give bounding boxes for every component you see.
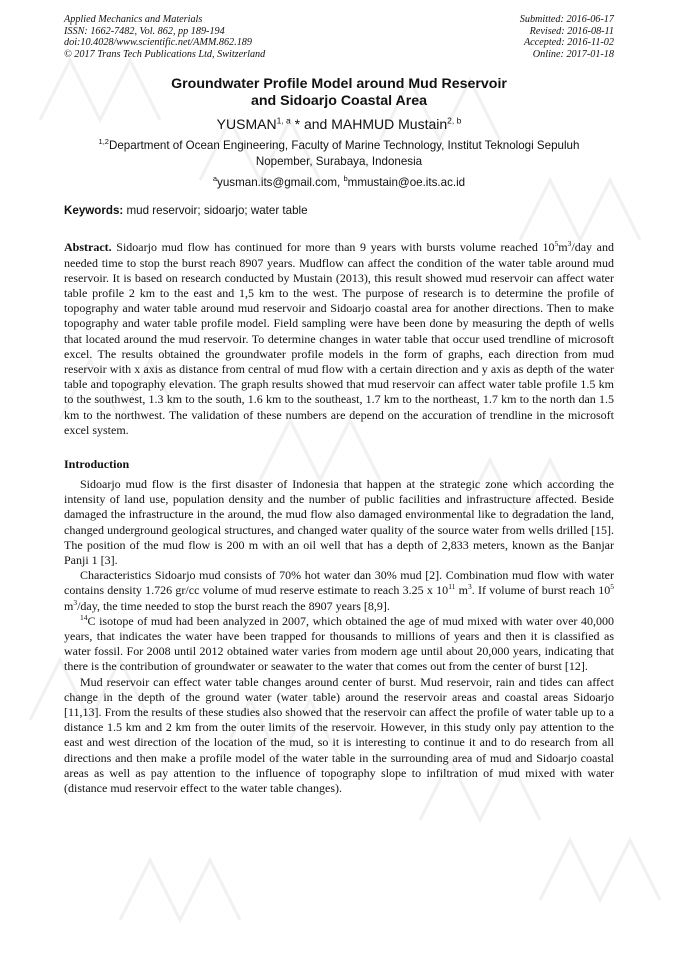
submitted-date: Submitted: 2016-06-17 [519, 14, 614, 25]
email-a-superscript: a [212, 174, 218, 184]
para2-text-d: m [64, 598, 74, 613]
issn-line: ISSN: 1662-7482, Vol. 862, pp 189-194 [64, 25, 225, 37]
para2-sup-4: 3 [73, 597, 78, 607]
para2-text-c: . If volume of burst reach 10 [471, 583, 611, 598]
copyright-line: © 2017 Trans Tech Publications Ltd, Switzerland [64, 48, 266, 60]
author-list [64, 116, 614, 133]
abstract-text-2: m [558, 240, 568, 255]
para2-sup-1: 11 [448, 582, 456, 592]
doi-line: doi:10.4028/www.scientific.net/AMM.862.189 [64, 37, 252, 49]
abstract-label: Abstract. [64, 240, 112, 255]
author-separator: * and [290, 116, 332, 133]
abstract-text-1: Sidoarjo mud flow has continued for more than 9 years with bursts volume reached 10 [111, 240, 555, 255]
abstract-sup-1: 5 [554, 239, 559, 249]
journal-name: Applied Mechanics and Materials [64, 14, 203, 25]
author-1-superscript: 1, a [276, 115, 291, 126]
affiliation-line-2: Nopember, Surabaya, Indonesia [255, 155, 423, 169]
title-line-2: and Sidoarjo Coastal Area [250, 93, 428, 110]
affiliation-line-1: Department of Ocean Engineering, Faculty of Marine Technology, Institut Teknologi Sepuluh [108, 139, 580, 153]
author-1: YUSMAN [216, 116, 277, 133]
para2-sup-2: 3 [468, 582, 472, 592]
para2-text-b: m [455, 583, 469, 598]
publication-header [64, 14, 614, 60]
author-2-superscript: 2, b [447, 115, 462, 126]
introduction-heading: Introduction [64, 457, 130, 472]
introduction-paragraph-4: Mud reservoir can effect water table changes around center of burst. Mud reservoir, rain and tides can affect change in the depth of the ground water (water table) around the reservoir areas and coastal areas Sidoarjo [11,13]. From the results of these studies also showed that the reservoir can affect the profile of water table up to a distance 1.5 km and 2 km from the outer limits of the reservoir. However, in this study only pay attention to the east and west direction of the location of the mud, so it is interesting to continue it and to do research from all directions and then make a profile model of the water table in the surrounding area of mud and Sidoarjo coastal areas as well as pay attention to the influence of topography slope to infiltration of mud mixed with water (distance mud reservoir effect to the water table changes). [64, 674, 614, 796]
online-date: Online: 2017-01-18 [532, 48, 614, 60]
abstract [64, 240, 614, 438]
para2-text-e: /day, the time needed to stop the burst reach the 8907 years [8,9]. [77, 598, 390, 613]
email-b-superscript: b [343, 174, 348, 184]
affiliation [64, 138, 614, 170]
accepted-date: Accepted: 2016-11-02 [523, 37, 614, 49]
abstract-text-3: /day and needed time to stop the burst reach 8907 years. Mudflow can affect the condition of the water table around mud reservoir. It is based on research conducted by Mustain (2013), this result showed mud reservoir can affect water table profile 2 km to the east and 1,5 km to the west. The purpose of research is to determine the profile of topography and water table around mud reservoir and Sidoarjo coastal area for another directions. Then to make topography and water table profile model. Field sampling were have been done by measuring the depth of wells that located around the mud reservoir. To determine changes in water table that occur used trendline of microsoft excel. The results obtained the groundwater profile models in the form of graphs, each direction from mud reservoir with x axis as distance from central of mud flow with a certain direction and y axis as depth of the water table and topography elevation. The graph results showed that mud reservoir can affect water table profile 1.5 km to the southwest, 1.3 km to the south, 1.6 km to the southeast, 1.7 km to the northeast, 1.7 km to the north dan 1.5 km to the northwest. The validation of these numbers are depend on the accuration of trendline in the microsoft excel system. [64, 240, 614, 437]
title-line-1: Groundwater Profile Model around Mud Reservoir [171, 76, 507, 93]
affiliation-superscript: 1,2 [98, 137, 109, 147]
introduction-paragraph-1: Sidoarjo mud flow is the first disaster of Indonesia that happen at the strategic zone which according the intensity of land use, population density and the number of public facilities and infrastructure affected. Beside damaged the infrastructure in the around, the mud flow also damaged environmental like to degradation the land, changed underground geological structures, and changed water quality of the source water from wells drilled [15]. The position of the mud flow is 200 m with an oil well that has a depth of 2,833 meters, known as the Banjar Panji 1 [3]. [64, 477, 614, 568]
email-b[interactable]: mmustain@oe.its.ac.id [347, 176, 466, 190]
keywords [64, 204, 614, 218]
revised-date: Revised: 2016-08-11 [529, 25, 614, 37]
para3-sup: 14 [80, 612, 88, 622]
dates-info [520, 14, 614, 60]
keywords-label: Keywords: [64, 204, 124, 218]
email-a[interactable]: yusman.its@gmail.com, [217, 176, 344, 190]
para2-sup-3: 5 [610, 582, 614, 592]
para3-text: C isotope of mud had been analyzed in 2007, which obtained the age of mud mixed with water over 40,000 years, that indicates the water have been trapped for thousands to millions of years and then it is classified as water fossil. For 2008 until 2012 obtained water varies from modern age until about 20,000 years, indicating that there is the contribution of groundwater or seawater to the water that comes out from the center of burst [12]. [64, 613, 614, 674]
paper-title [64, 76, 614, 110]
abstract-sup-2: 3 [567, 239, 572, 249]
introduction-paragraph-3 [64, 614, 614, 675]
introduction-paragraph-2 [64, 568, 614, 614]
para2-text-a: Characteristics Sidoarjo mud consists of 70% hot water dan 30% mud [2]. Combination mud flow with water contains density 1.726 gr/cc volume of mud reserve estimate to reach 3.25 x 10 [64, 568, 614, 598]
author-2: MAHMUD Mustain [331, 116, 448, 133]
author-emails [64, 176, 614, 190]
paper-page [64, 14, 614, 796]
keywords-text: mud reservoir; sidoarjo; water table [123, 204, 308, 218]
journal-info [64, 14, 265, 60]
